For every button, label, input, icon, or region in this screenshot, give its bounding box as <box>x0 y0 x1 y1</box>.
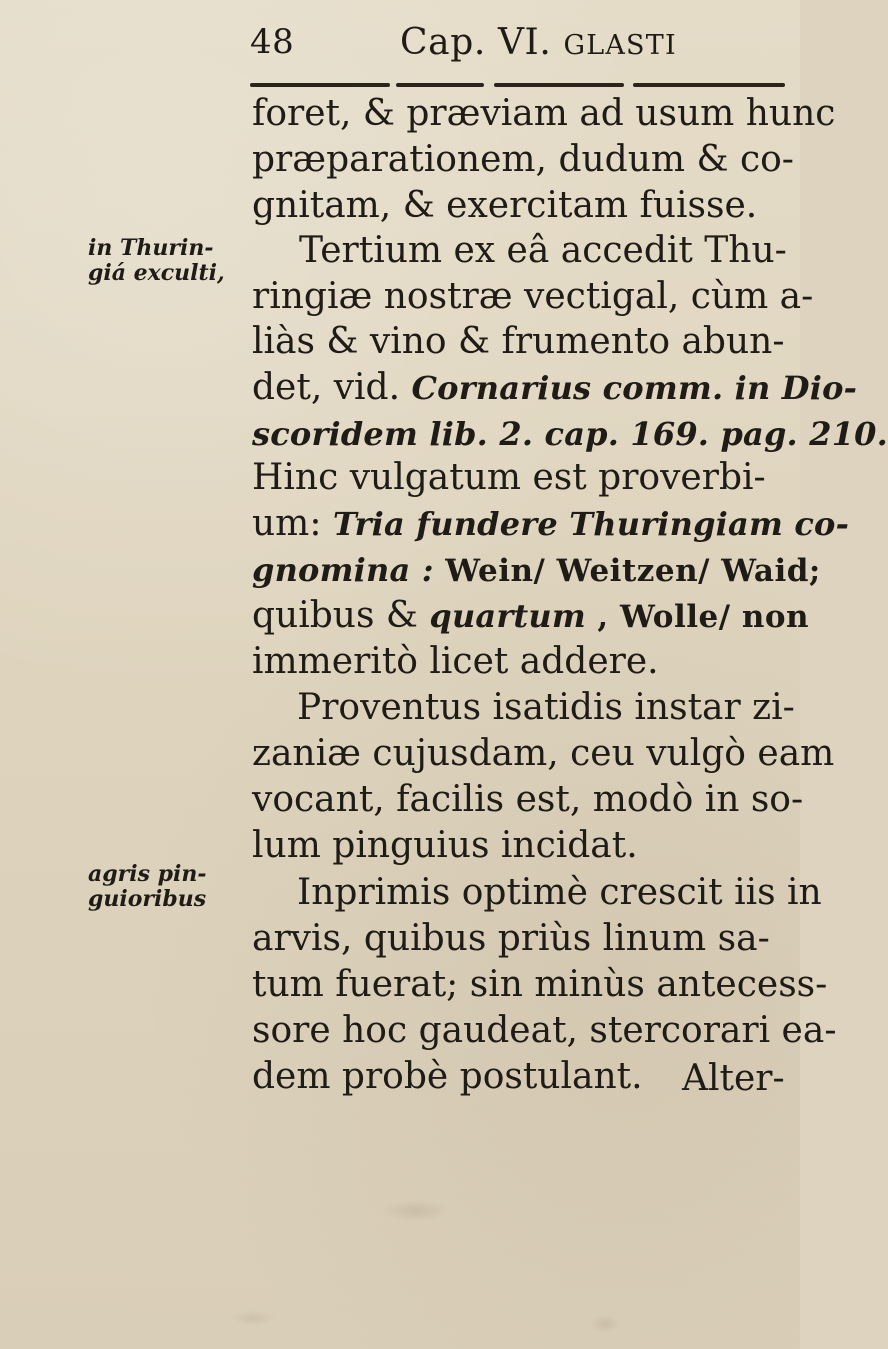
text-line: arvis, quibus priùs linum sa- <box>252 918 770 959</box>
proverb-text: gnomina : <box>252 551 434 589</box>
margin-note-line: giá exculti, <box>88 260 225 287</box>
proverb-text: Tria fundere Thuringiam co- <box>332 505 850 543</box>
running-head <box>400 22 677 63</box>
citation-line: scoridem lib. 2. cap. 169. pag. 210. <box>252 415 888 453</box>
page-header <box>250 22 790 72</box>
page-number: 48 <box>250 22 295 62</box>
text-line: gnitam, & exercitam fuisse. <box>252 185 758 226</box>
text-line: foret, & præviam ad usum hunc <box>252 93 836 134</box>
text-segment: det, vid. <box>252 367 401 408</box>
text-line: Proventus isatidis instar zi- <box>297 687 795 728</box>
text-line: liàs & vino & frumento abun- <box>252 321 785 362</box>
author-name: GLASTI <box>563 30 677 61</box>
margin-note-thuringia <box>88 236 248 287</box>
margin-note-line: in Thurin- <box>88 235 214 261</box>
paper-stain <box>380 1200 450 1222</box>
margin-note-agris <box>88 862 248 913</box>
text-line: Inprimis optimè crescit iis in <box>297 872 822 913</box>
text-line <box>252 367 858 408</box>
text-line: Tertium ex eâ accedit Thu- <box>299 230 787 271</box>
text-line: Hinc vulgatum est proverbi- <box>252 457 766 498</box>
catchword: Alter- <box>682 1058 785 1099</box>
citation-text: Cornarius comm. in Dio- <box>411 369 858 407</box>
paper-stain <box>590 1315 620 1333</box>
text-line <box>252 503 850 544</box>
paper-stain <box>230 1310 276 1326</box>
rule-segment <box>494 83 624 87</box>
text-segment: um: <box>252 503 322 544</box>
text-line: vocant, facilis est, modò in so- <box>252 779 804 820</box>
margin-note-line: agris pin- <box>88 861 207 887</box>
chapter-label: Cap. VI. <box>400 22 552 63</box>
text-line: sore hoc gaudeat, stercorari ea- <box>252 1010 837 1051</box>
text-line: dem probè postulant. <box>252 1056 643 1097</box>
rule-segment <box>396 83 484 87</box>
rule-segment <box>633 83 785 87</box>
text-line: præparationem, dudum & co- <box>252 139 794 180</box>
text-line: tum fuerat; sin minùs antecess- <box>252 964 828 1005</box>
text-line: lum pinguius incidat. <box>252 825 638 866</box>
rule-segment <box>250 83 390 87</box>
margin-note-line: guioribus <box>88 886 207 913</box>
text-line: immeritò licet addere. <box>252 641 659 682</box>
german-word: , Wolle/ non <box>597 599 810 635</box>
text-segment: quibus & <box>252 595 418 636</box>
text-line <box>252 595 810 636</box>
italic-word: quartum <box>429 597 586 635</box>
text-line: ringiæ nostræ vectigal, cùm a- <box>252 276 814 317</box>
text-line: zaniæ cujusdam, ceu vulgò eam <box>252 733 835 774</box>
german-words: Wein/ Weitzen/ Waid; <box>445 553 821 589</box>
text-line <box>252 552 821 588</box>
header-rule <box>250 82 785 88</box>
